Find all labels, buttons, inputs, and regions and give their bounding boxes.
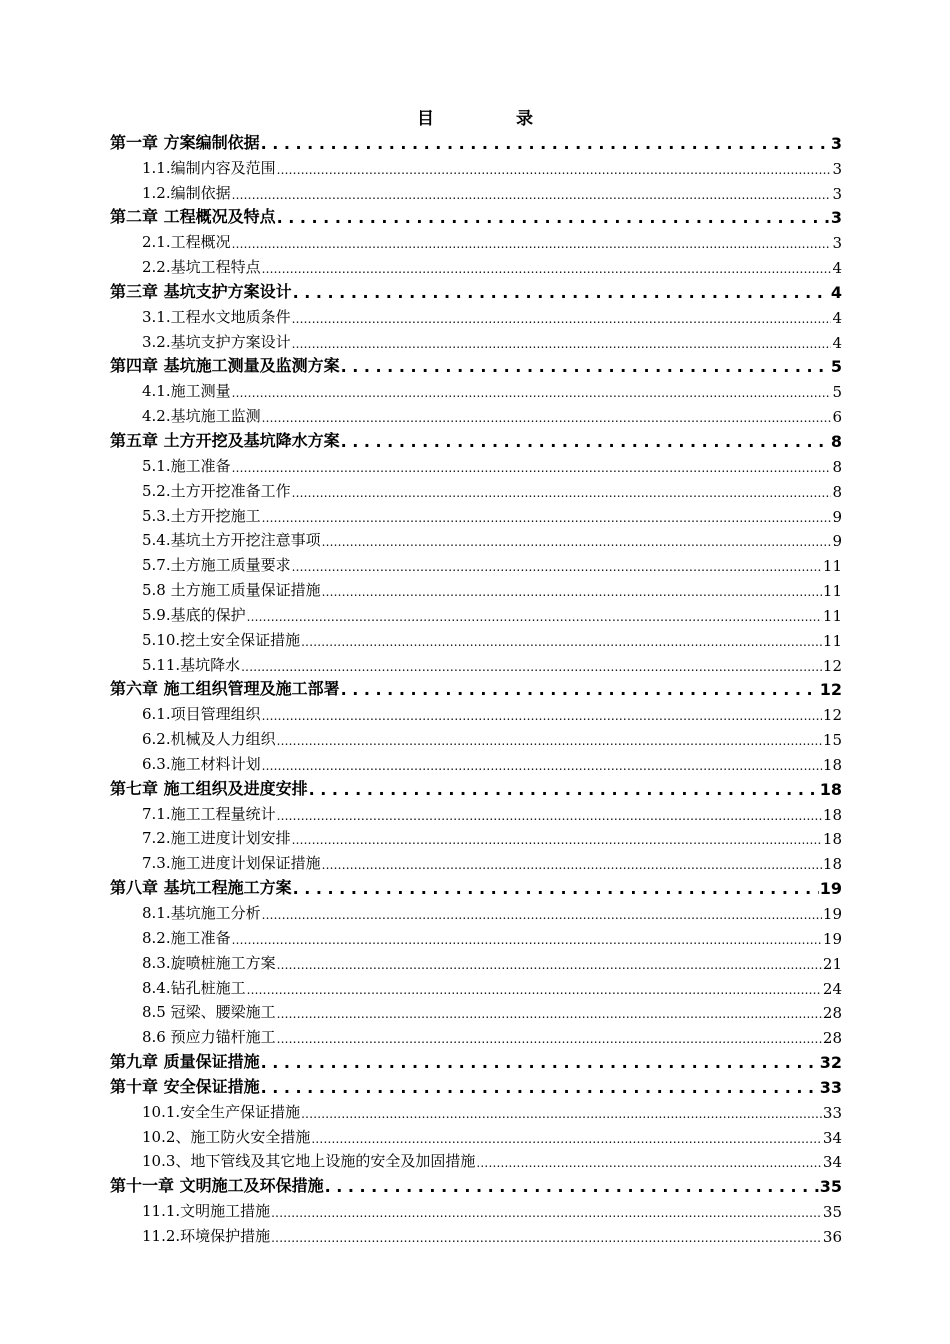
toc-entry-label: 6.1.项目管理组织 bbox=[142, 705, 261, 724]
toc-leader-dots bbox=[262, 259, 832, 277]
toc-page-number: 34 bbox=[822, 1153, 842, 1172]
toc-section-entry[interactable] bbox=[110, 1022, 842, 1047]
toc-page-number: 8 bbox=[832, 457, 842, 476]
toc-entry-label: 1.1.编制内容及范围 bbox=[142, 158, 276, 177]
toc-section-entry[interactable] bbox=[110, 1122, 842, 1147]
toc-entry-label: 6.3.施工材料计划 bbox=[142, 754, 261, 773]
toc-page-number: 12 bbox=[819, 680, 842, 700]
toc-section-entry[interactable] bbox=[110, 600, 842, 625]
toc-page-number: 32 bbox=[819, 1053, 842, 1073]
toc-page-number: 4 bbox=[832, 333, 842, 352]
toc-chapter-entry[interactable] bbox=[110, 128, 842, 153]
toc-chapter-entry[interactable] bbox=[110, 203, 842, 228]
toc-leader-dots bbox=[341, 357, 830, 376]
toc-section-entry[interactable] bbox=[110, 824, 842, 849]
toc-page-number: 24 bbox=[822, 979, 842, 998]
toc-entry-label: 8.6 预应力锚杆施工 bbox=[142, 1028, 276, 1047]
toc-page-number: 18 bbox=[822, 830, 842, 849]
toc-section-entry[interactable] bbox=[110, 848, 842, 873]
toc-section-entry[interactable] bbox=[110, 252, 842, 277]
toc-entry-label: 第一章 方案编制依据 bbox=[110, 132, 260, 152]
toc-page-number: 18 bbox=[822, 755, 842, 774]
toc-entry-label: 2.2.基坑工程特点 bbox=[142, 258, 261, 277]
toc-chapter-entry[interactable] bbox=[110, 873, 842, 898]
toc-leader-dots bbox=[232, 930, 822, 948]
toc-page-number: 36 bbox=[822, 1227, 842, 1246]
toc-leader-dots bbox=[292, 557, 822, 575]
toc-entry-label: 8.3.旋喷桩施工方案 bbox=[142, 953, 276, 972]
toc-leader-dots bbox=[301, 632, 822, 650]
toc-section-entry[interactable] bbox=[110, 550, 842, 575]
toc-page-number: 11 bbox=[822, 582, 842, 601]
toc-entry-label: 第三章 基坑支护方案设计 bbox=[110, 281, 292, 301]
toc-title: 目 录 bbox=[417, 109, 571, 129]
toc-section-entry[interactable] bbox=[110, 898, 842, 923]
toc-leader-dots bbox=[277, 208, 830, 227]
toc-section-entry[interactable] bbox=[110, 302, 842, 327]
toc-page-number: 3 bbox=[832, 234, 842, 253]
toc-entry-label: 5.7.土方施工质量要求 bbox=[142, 556, 291, 575]
toc-page-number: 8 bbox=[830, 431, 842, 451]
toc-leader-dots bbox=[271, 1203, 822, 1221]
toc-entry-label: 4.1.施工测量 bbox=[142, 382, 231, 401]
toc-chapter-entry[interactable] bbox=[110, 277, 842, 302]
toc-leader-dots bbox=[277, 806, 822, 824]
toc-page-number: 35 bbox=[822, 1203, 842, 1222]
toc-leader-dots bbox=[311, 1129, 822, 1147]
toc-page-number: 3 bbox=[832, 184, 842, 203]
toc-section-entry[interactable] bbox=[110, 526, 842, 551]
toc-leader-dots bbox=[277, 731, 822, 749]
toc-leader-dots bbox=[341, 680, 819, 699]
toc-section-entry[interactable] bbox=[110, 650, 842, 675]
toc-page-number: 3 bbox=[830, 133, 842, 153]
toc-entry-label: 第七章 施工组织及进度安排 bbox=[110, 778, 308, 798]
toc-entry-label: 第十一章 文明施工及环保措施 bbox=[110, 1176, 324, 1196]
toc-leader-dots bbox=[292, 830, 822, 848]
toc-entry-label: 第九章 质量保证措施 bbox=[110, 1052, 260, 1072]
toc-section-entry[interactable] bbox=[110, 973, 842, 998]
toc-entry-label: 5.11.基坑降水 bbox=[142, 655, 241, 674]
toc-leader-dots bbox=[262, 508, 832, 526]
toc-leader-dots bbox=[292, 309, 832, 327]
toc-entry-label: 第四章 基坑施工测量及监测方案 bbox=[110, 356, 340, 376]
toc-page-number: 19 bbox=[822, 905, 842, 923]
toc-section-entry[interactable] bbox=[110, 699, 842, 724]
toc-leader-dots bbox=[277, 955, 822, 973]
toc-page-number: 3 bbox=[830, 208, 842, 228]
toc-page-number: 33 bbox=[822, 1103, 842, 1122]
toc-leader-dots bbox=[293, 283, 830, 302]
toc-leader-dots bbox=[232, 383, 832, 401]
toc-section-entry[interactable] bbox=[110, 575, 842, 600]
toc-section-entry[interactable] bbox=[110, 401, 842, 426]
toc-chapter-entry[interactable] bbox=[110, 352, 842, 377]
toc-chapter-entry[interactable] bbox=[110, 1072, 842, 1097]
toc-leader-dots bbox=[261, 1078, 819, 1097]
toc-page-number: 15 bbox=[822, 731, 842, 750]
toc-entry-label: 7.3.施工进度计划保证措施 bbox=[142, 854, 321, 873]
toc-section-entry[interactable] bbox=[110, 451, 842, 476]
toc-leader-dots bbox=[309, 780, 819, 799]
toc-entry-label: 8.1.基坑施工分析 bbox=[142, 904, 261, 922]
toc-page-number: 11 bbox=[822, 631, 842, 650]
toc-section-entry[interactable] bbox=[110, 227, 842, 252]
toc-page-number: 34 bbox=[822, 1128, 842, 1147]
toc-page-number: 18 bbox=[822, 805, 842, 824]
toc-page-number: 12 bbox=[822, 706, 842, 725]
toc-page-number: 9 bbox=[832, 507, 842, 526]
toc-page-number: 4 bbox=[832, 259, 842, 278]
toc-page-number: 33 bbox=[819, 1077, 842, 1097]
toc-page-number: 4 bbox=[830, 282, 842, 302]
toc-entry-label: 4.2.基坑施工监测 bbox=[142, 407, 261, 426]
toc-entry-label: 10.3、地下管线及其它地上设施的安全及加固措施 bbox=[142, 1152, 476, 1171]
toc-leader-dots bbox=[301, 1104, 822, 1122]
toc-page-number: 18 bbox=[819, 779, 842, 799]
toc-section-entry[interactable] bbox=[110, 948, 842, 973]
toc-entry-label: 10.1.安全生产保证措施 bbox=[142, 1102, 301, 1121]
toc-chapter-entry[interactable] bbox=[110, 1047, 842, 1072]
toc-leader-dots bbox=[261, 1053, 819, 1072]
toc-entry-label: 5.1.施工准备 bbox=[142, 456, 231, 475]
toc-entry-label: 8.4.钻孔桩施工 bbox=[142, 978, 246, 997]
toc-entry-label: 第十章 安全保证措施 bbox=[110, 1076, 260, 1096]
toc-entry-label: 第五章 土方开挖及基坑降水方案 bbox=[110, 430, 340, 450]
toc-leader-dots bbox=[241, 657, 822, 675]
toc-chapter-entry[interactable] bbox=[110, 1171, 842, 1196]
toc-entry-label: 10.2、施工防火安全措施 bbox=[142, 1127, 311, 1146]
toc-entry-label: 5.8 土方施工质量保证措施 bbox=[142, 581, 321, 600]
toc-section-entry[interactable] bbox=[110, 1196, 842, 1221]
toc-entry-label: 3.2.基坑支护方案设计 bbox=[142, 332, 291, 351]
toc-entry-label: 2.1.工程概况 bbox=[142, 233, 231, 252]
toc-leader-dots bbox=[277, 1029, 822, 1047]
toc-section-entry[interactable] bbox=[110, 923, 842, 948]
toc-section-entry[interactable] bbox=[110, 153, 842, 178]
toc-section-entry[interactable] bbox=[110, 501, 842, 526]
toc-entry-label: 第八章 基坑工程施工方案 bbox=[110, 878, 292, 898]
toc-entry-label: 8.2.施工准备 bbox=[142, 928, 231, 947]
toc-leader-dots bbox=[262, 408, 832, 426]
toc-leader-dots bbox=[293, 879, 819, 898]
toc-section-entry[interactable] bbox=[110, 376, 842, 401]
toc-section-entry[interactable] bbox=[110, 799, 842, 824]
toc-section-entry[interactable] bbox=[110, 1147, 842, 1172]
toc-leader-dots bbox=[322, 532, 832, 550]
toc-entry-label: 第二章 工程概况及特点 bbox=[110, 207, 276, 227]
toc-page-number: 21 bbox=[822, 954, 842, 973]
toc-page-number: 11 bbox=[822, 606, 842, 625]
toc-page-number: 19 bbox=[819, 879, 842, 899]
toc-entry-label: 第六章 施工组织管理及施工部署 bbox=[110, 679, 340, 699]
toc-leader-dots bbox=[232, 234, 832, 252]
toc-section-entry[interactable] bbox=[110, 327, 842, 352]
toc-leader-dots bbox=[277, 1004, 822, 1022]
toc-page-number: 4 bbox=[832, 308, 842, 327]
toc-page-number: 5 bbox=[830, 357, 842, 377]
toc-page-number: 8 bbox=[832, 482, 842, 501]
toc-entry-label: 11.2.环境保护措施 bbox=[142, 1226, 271, 1245]
toc-leader-dots bbox=[277, 160, 832, 178]
toc-entry-label: 7.2.施工进度计划安排 bbox=[142, 829, 291, 848]
toc-section-entry[interactable] bbox=[110, 476, 842, 501]
toc-chapter-entry[interactable] bbox=[110, 426, 842, 451]
toc-leader-dots bbox=[262, 756, 822, 774]
toc-leader-dots bbox=[322, 855, 822, 873]
toc-leader-dots bbox=[232, 185, 832, 203]
toc-leader-dots bbox=[247, 607, 822, 625]
toc-page-number: 3 bbox=[832, 159, 842, 178]
toc-page-number: 6 bbox=[832, 408, 842, 427]
toc-section-entry[interactable] bbox=[110, 1221, 842, 1246]
toc-leader-dots bbox=[261, 134, 830, 153]
toc-entry-label: 5.9.基底的保护 bbox=[142, 605, 246, 624]
toc-page-number: 18 bbox=[822, 855, 842, 874]
toc-leader-dots bbox=[262, 706, 822, 724]
toc-section-entry[interactable] bbox=[110, 625, 842, 650]
toc-section-entry[interactable] bbox=[110, 1097, 842, 1122]
table-of-contents bbox=[110, 128, 842, 1246]
toc-page-number: 19 bbox=[822, 929, 842, 948]
toc-page-number: 5 bbox=[832, 383, 842, 402]
toc-page-number: 11 bbox=[822, 557, 842, 576]
toc-section-entry[interactable] bbox=[110, 749, 842, 774]
toc-section-entry[interactable] bbox=[110, 724, 842, 749]
toc-entry-label: 11.1.文明施工措施 bbox=[142, 1202, 271, 1221]
toc-entry-label: 5.3.土方开挖施工 bbox=[142, 506, 261, 525]
toc-entry-label: 5.4.基坑土方开挖注意事项 bbox=[142, 531, 321, 550]
toc-entry-label: 7.1.施工工程量统计 bbox=[142, 804, 276, 823]
toc-entry-label: 3.1.工程水文地质条件 bbox=[142, 307, 291, 326]
toc-page-number: 28 bbox=[822, 1004, 842, 1023]
toc-leader-dots bbox=[271, 1228, 822, 1246]
toc-page-number: 35 bbox=[819, 1177, 842, 1197]
toc-leader-dots bbox=[232, 458, 832, 476]
toc-page-number: 12 bbox=[822, 656, 842, 675]
toc-page-number: 28 bbox=[822, 1029, 842, 1048]
toc-entry-label: 8.5 冠梁、腰梁施工 bbox=[142, 1003, 276, 1022]
toc-leader-dots bbox=[247, 980, 822, 998]
toc-section-entry[interactable] bbox=[110, 178, 842, 203]
toc-leader-dots bbox=[341, 432, 830, 451]
toc-leader-dots bbox=[292, 334, 832, 352]
toc-leader-dots bbox=[476, 1153, 822, 1171]
toc-leader-dots bbox=[322, 582, 822, 600]
toc-entry-label: 5.2.土方开挖准备工作 bbox=[142, 481, 291, 500]
toc-leader-dots bbox=[325, 1177, 819, 1196]
toc-entry-label: 5.10.挖土安全保证措施 bbox=[142, 630, 301, 649]
toc-entry-label: 1.2.编制依据 bbox=[142, 183, 231, 202]
toc-entry-label: 6.2.机械及人力组织 bbox=[142, 730, 276, 749]
toc-section-entry[interactable] bbox=[110, 998, 842, 1023]
toc-chapter-entry[interactable] bbox=[110, 774, 842, 799]
toc-leader-dots bbox=[292, 483, 832, 501]
toc-page-number: 9 bbox=[832, 532, 842, 551]
toc-chapter-entry[interactable] bbox=[110, 675, 842, 700]
toc-leader-dots bbox=[262, 905, 822, 923]
